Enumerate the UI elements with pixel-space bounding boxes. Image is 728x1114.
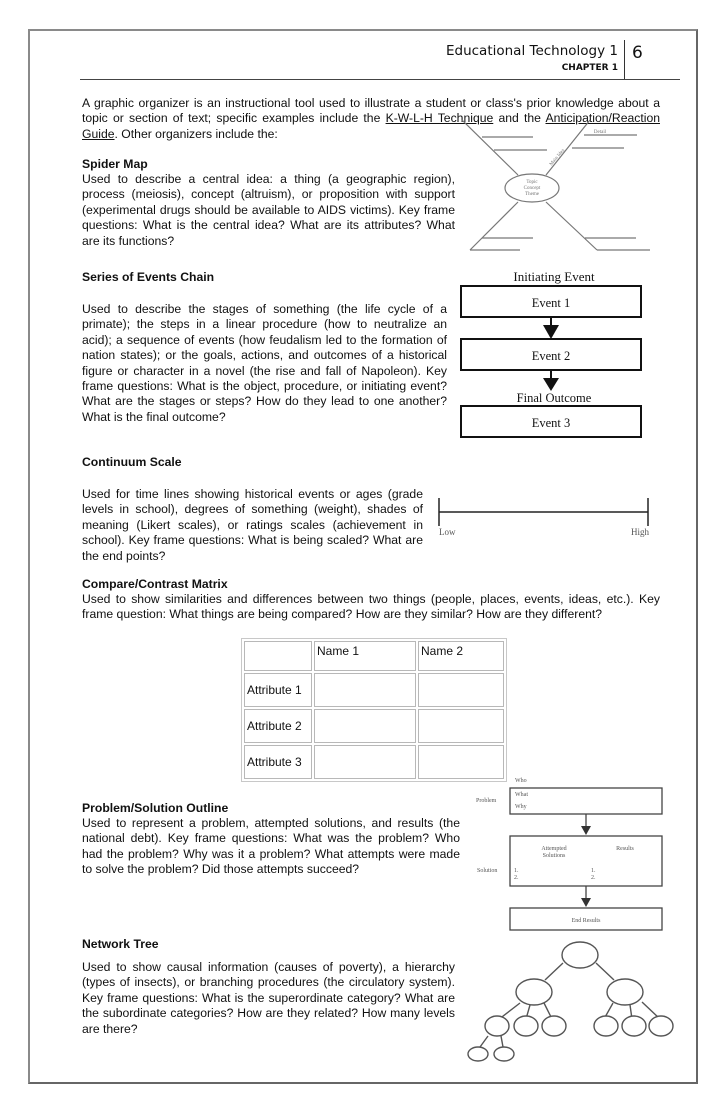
continuum-heading: Continuum Scale xyxy=(82,455,182,469)
spider-detail-label: Detail xyxy=(593,130,607,135)
table-header-cell xyxy=(244,641,312,671)
row-label: Attribute 1 xyxy=(244,673,312,707)
network-tree-heading: Network Tree xyxy=(82,937,159,951)
initiating-event-label: Initiating Event xyxy=(513,269,595,284)
spider-map-diagram xyxy=(460,130,680,265)
ps-solution-label: Solution xyxy=(477,868,498,874)
compare-matrix-heading: Compare/Contrast Matrix xyxy=(82,577,228,591)
ps-solution-item-1: 1. xyxy=(514,868,519,874)
events-chain-text: Used to describe the stages of something (the life cycle of a primate); the steps in a linear procedure (how to neutralize an acid); a sequence of events (how feudalism led to the formation of nation states); or the goals, actions, and outcomes of a historical figure or character in a novel (the rise and fall of Napoleon). Key frame questions: What is the object, procedure, or initiating event? What are the stages or steps? How do they lead to one another? What is the final outcome? xyxy=(82,302,447,424)
table-row xyxy=(244,673,504,707)
intro-text: . Other organizers include the: xyxy=(114,126,278,141)
final-outcome-label: Final Outcome xyxy=(516,391,592,405)
intro-text: A graphic organizer is an instructional tool used to illustrate a student or class's prior knowledge about a topic or section of text; specific examples include the xyxy=(82,96,660,126)
spider-map-heading: Spider Map xyxy=(82,157,148,171)
table-cell xyxy=(418,709,504,743)
network-tree-text: Used to show causal information (causes of poverty), a hierarchy (types of insects), or branching procedures (the circulatory system). Key frame questions: What is the superordinate category? What are the subordinate categories? How are they related? How many levels are there? xyxy=(82,960,455,1036)
table-header-cell: Name 2 xyxy=(418,641,504,671)
spider-map-text: Used to describe a central idea: a thing (a geographic region), process (meiosis), concept (altruism), or proposition with support (experimental drugs should be available to AIDS victims). Key frame questions: What is the central idea? What are its attributes? What are its functions? xyxy=(82,172,455,248)
ps-what-label: What xyxy=(515,792,528,798)
events-chain-diagram xyxy=(455,265,685,440)
problem-solution-diagram xyxy=(470,770,680,935)
ps-who-label: Who xyxy=(515,778,527,784)
header-divider xyxy=(624,40,625,79)
spider-center-line-3: Theme xyxy=(525,192,539,197)
ps-attempted-label: Attempted xyxy=(541,846,567,852)
header-title: Educational Technology 1 xyxy=(445,43,618,59)
ps-why-label: Why xyxy=(515,804,527,810)
event-2-label: Event 2 xyxy=(531,349,571,363)
table-cell xyxy=(314,673,416,707)
compare-matrix-text: Used to show similarities and differences between two things (people, places, events, ideas, etc.). Key frame question: What things are being compared? How are they similar? How are they different? xyxy=(82,592,660,622)
ps-result-item-2: 2. xyxy=(591,875,596,881)
ps-solutions-label: Solutions xyxy=(542,853,566,859)
events-chain-heading: Series of Events Chain xyxy=(82,270,215,284)
spider-center-line-1: Topic xyxy=(526,180,538,185)
ps-result-item-1: 1. xyxy=(591,868,596,874)
kwlh-link[interactable]: K-W-L-H Technique xyxy=(385,111,494,126)
ps-problem-label: Problem xyxy=(476,798,497,804)
continuum-low-label: Low xyxy=(439,527,456,537)
anticipation-guide-link[interactable]: Anticipation/Reaction Guide xyxy=(82,111,660,141)
intro-text: and the xyxy=(493,111,546,126)
header-rule xyxy=(80,79,680,80)
spider-branch-label: Main Idea xyxy=(549,148,567,168)
table-cell xyxy=(314,745,416,779)
table-row xyxy=(244,709,504,743)
row-label: Attribute 3 xyxy=(244,745,312,779)
continuum-text: Used for time lines showing historical events or ages (grade levels in school), degrees of something (weight), shades of meaning (Likert scales), or ratings scales (achievement in school). Key frame questions: What is being scaled? What are the end points? xyxy=(82,487,423,563)
problem-solution-text: Used to represent a problem, attempted solutions, and results (the national debt). Key frame questions: What was the problem? Who had the problem? Why was it a problem? What attempts were made to solve the problem? Did those attempts succeed? xyxy=(82,816,460,877)
row-label: Attribute 2 xyxy=(244,709,312,743)
table-cell xyxy=(418,673,504,707)
table-row xyxy=(244,745,504,779)
event-3-label: Event 3 xyxy=(531,416,571,430)
compare-contrast-table xyxy=(241,638,507,782)
event-1-label: Event 1 xyxy=(531,296,571,310)
ps-results-label: Results xyxy=(616,846,634,852)
ps-end-results-label: End Results xyxy=(571,918,601,924)
ps-solution-item-2: 2. xyxy=(514,875,519,881)
continuum-scale-diagram xyxy=(430,490,665,540)
table-header-cell: Name 1 xyxy=(314,641,416,671)
network-tree-diagram xyxy=(460,935,690,1060)
continuum-high-label: High xyxy=(631,527,649,537)
table-cell xyxy=(314,709,416,743)
problem-solution-heading: Problem/Solution Outline xyxy=(82,801,229,815)
header-chapter: CHAPTER 1 xyxy=(561,63,618,73)
page-number: 6 xyxy=(632,43,643,63)
spider-center-line-2: Concept xyxy=(523,186,541,191)
table-header-row xyxy=(244,641,504,671)
